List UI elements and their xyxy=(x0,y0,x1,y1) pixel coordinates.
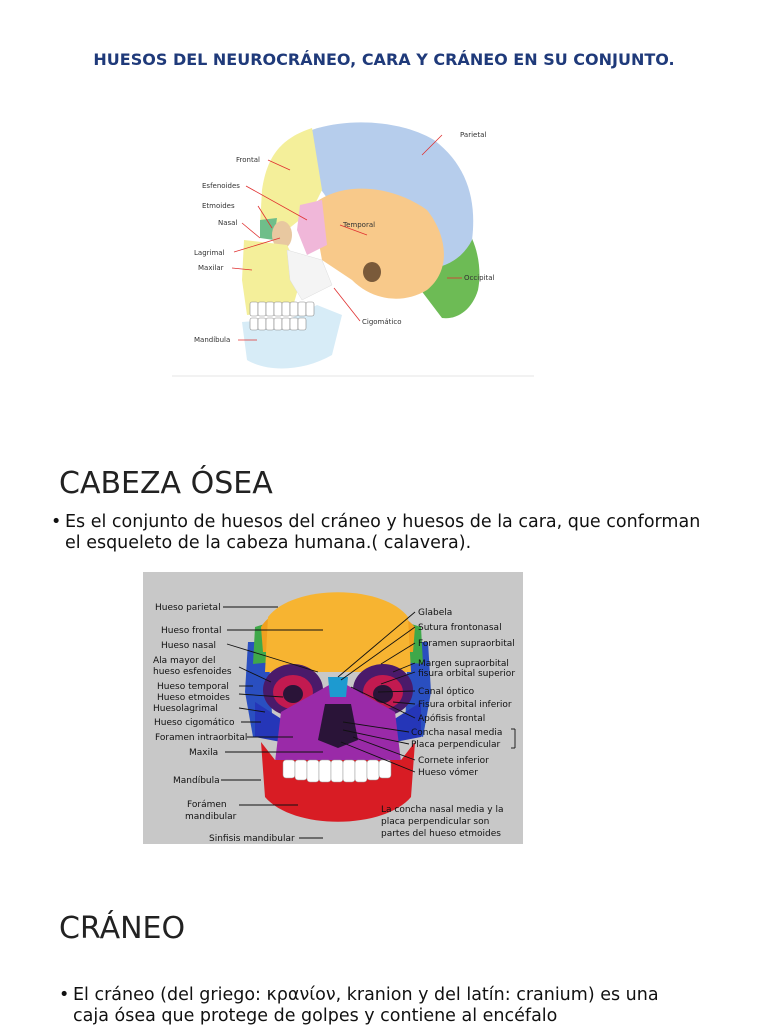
section-heading-cabeza-osea: CABEZA ÓSEA xyxy=(59,466,273,501)
bullet-dot: • xyxy=(59,985,70,1005)
bullet-dot: • xyxy=(51,512,62,532)
label-foramen-supraorbital: Foramen supraorbital xyxy=(418,639,515,649)
label-hueso-temporal: Hueso temporal xyxy=(157,682,229,692)
section-heading-craneo: CRÁNEO xyxy=(59,911,186,946)
label-fisura-orbital-inferior: Fisura orbital inferior xyxy=(418,700,512,710)
label-hueso-parietal: Hueso parietal xyxy=(155,603,221,613)
label-mandibula: Mandíbula xyxy=(194,336,231,344)
teeth xyxy=(250,302,314,330)
label-sinfisis-mandibular: Sinfisis mandibular xyxy=(209,834,295,844)
bullet-text-line1: El cráneo (del griego: κρανίον, kranion y del latín: cranium) es una xyxy=(73,985,659,1005)
label-note-line2: placa perpendicular son xyxy=(381,817,490,827)
frontal-skull-diagram xyxy=(143,572,523,844)
label-cigomatico: Cigomático xyxy=(362,318,402,326)
label-maxila: Maxila xyxy=(189,748,219,758)
label-hueso-vomer: Hueso vómer xyxy=(418,768,478,778)
label-ala-mayor-1: Ala mayor del xyxy=(153,656,216,666)
label-esfenoides: Esfenoides xyxy=(202,182,240,190)
label-foramen-intraorbital: Foramen intraorbital xyxy=(155,733,248,743)
label-note-line3: partes del hueso etmoides xyxy=(381,829,501,839)
label-apofisis-frontal: Apófisis frontal xyxy=(418,714,486,724)
label-hueso-lagrimal: Huesolagrimal xyxy=(153,704,218,714)
label-mandibula: Mandíbula xyxy=(173,776,220,786)
bullet-text-line2: caja ósea que protege de golpes y contiene al encéfalo xyxy=(73,1006,558,1026)
label-nasal: Nasal xyxy=(218,219,238,227)
label-cornete-inferior: Cornete inferior xyxy=(418,756,489,766)
label-hueso-nasal: Hueso nasal xyxy=(161,641,216,651)
label-glabela: Glabela xyxy=(418,608,453,618)
label-temporal: Temporal xyxy=(343,221,376,229)
bullet-craneo xyxy=(59,985,753,1027)
label-occipital: Occipital xyxy=(464,274,495,282)
label-hueso-cigomatico: Hueso cigomático xyxy=(154,718,235,728)
label-fisura-orbital-superior: fisura orbital superior xyxy=(418,669,516,679)
label-placa-perpendicular: Placa perpendicular xyxy=(411,740,501,750)
page-title: HUESOS DEL NEUROCRÁNEO, CARA Y CRÁNEO EN SU CONJUNTO. xyxy=(93,50,675,69)
label-note-line1: La concha nasal media y la xyxy=(381,805,504,815)
label-maxilar: Maxilar xyxy=(198,264,224,272)
label-foramen-mandibular-2: mandibular xyxy=(185,812,237,822)
sphenoid-bone xyxy=(297,200,327,255)
label-hueso-frontal: Hueso frontal xyxy=(161,626,222,636)
label-sutura-frontonasal: Sutura frontonasal xyxy=(418,623,502,633)
bullet-cabeza-osea xyxy=(51,512,705,554)
lateral-skull-diagram xyxy=(172,110,534,378)
label-hueso-etmoides: Hueso etmoides xyxy=(157,693,230,703)
frontal-region xyxy=(265,592,411,672)
bullet-text: Es el conjunto de huesos del cráneo y huesos de la cara, que conforman el esqueleto de la cabeza humana.( calavera). xyxy=(65,512,701,553)
label-margen-supraorbital: Margen supraorbital xyxy=(418,659,509,669)
label-lagrimal: Lagrimal xyxy=(194,249,225,257)
label-foramen-mandibular-1: Forámen xyxy=(187,800,227,810)
label-canal-optico: Canal óptico xyxy=(418,687,475,697)
label-concha-nasal-media: Concha nasal media xyxy=(411,728,503,738)
label-ala-mayor-2: hueso esfenoides xyxy=(153,667,232,677)
label-parietal: Parietal xyxy=(460,131,487,139)
label-etmoides: Etmoides xyxy=(202,202,235,210)
label-frontal: Frontal xyxy=(236,156,260,164)
